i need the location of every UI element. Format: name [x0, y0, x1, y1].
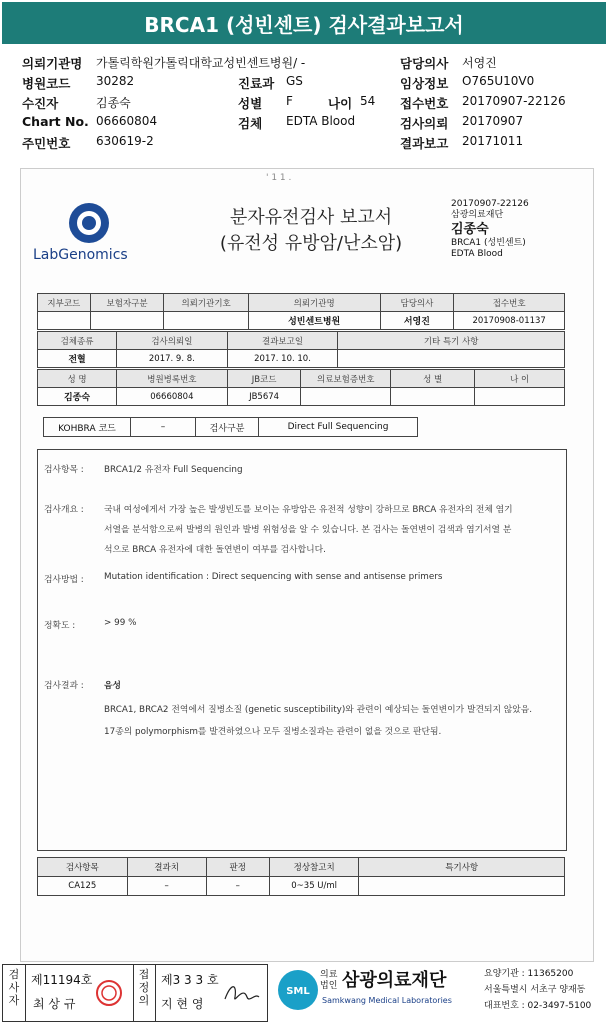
stamp-name: 김종숙 — [451, 222, 489, 237]
overview-label: 검사개요 : — [44, 505, 84, 515]
cell: – — [206, 877, 269, 896]
kohbra-table — [43, 417, 418, 437]
cell: 20170908-01137 — [454, 312, 565, 330]
pathologist-license: 제3 3 3 호 — [161, 973, 219, 987]
scan-marks: ' 1 1 . — [266, 173, 292, 183]
info-table-1 — [37, 293, 565, 330]
id-label: 주민번호 — [22, 136, 71, 151]
stamp-receipt: 20170907-22126 — [451, 199, 529, 209]
cell: 접수번호 — [454, 294, 565, 312]
doc-title — [186, 205, 436, 257]
result-line1: BRCA1, BRCA2 전역에서 질병소질 (genetic susceptibility)와 관련이 예상되는 돌연변이가 발견되지 않았음. — [104, 705, 533, 715]
doc-title-line2: (유전성 유방암/난소암) — [219, 233, 403, 254]
cell: 지부코드 — [38, 294, 91, 312]
age-value: 54 — [360, 94, 376, 108]
report-date-label: 결과보고 — [400, 136, 449, 151]
cell — [164, 312, 248, 330]
cell: 김종숙 — [38, 388, 117, 406]
method-value: Mutation identification : Direct sequencing with sense and antisense primers — [104, 572, 443, 582]
marker-table — [37, 857, 565, 896]
cell: 성 명 — [38, 370, 117, 388]
cell: 0~35 U/ml — [269, 877, 359, 896]
doc-title-line1: 분자유전검사 보고서 — [229, 207, 393, 228]
report-title: BRCA1 (성빈센트) 검사결과보고서 — [144, 12, 464, 37]
address: 서울특별시 서초구 양재동 — [484, 985, 586, 995]
cell — [359, 877, 565, 896]
age-label: 나이 — [328, 96, 353, 111]
cell: 보험자구분 — [90, 294, 164, 312]
kohbra-label: KOHBRA 코드 — [44, 418, 131, 437]
pathologist-vertical: 접정의 — [138, 968, 150, 1007]
stamp-org: 삼광의료재단 — [451, 210, 504, 220]
seal-icon — [95, 979, 123, 1007]
cell: 병원병록번호 — [117, 370, 228, 388]
legal-entity: 의료법인 — [320, 970, 338, 991]
request-value: 20170907 — [462, 114, 524, 128]
facility-code: 요양기관 : 11365200 — [484, 969, 574, 979]
overview-line1: 국내 여성에게서 가장 높은 발생빈도를 보이는 유방암은 유전적 성향이 강하므로 BRCA 유전자의 전체 염기 — [104, 505, 513, 515]
logo-text: LabGenomics — [33, 247, 128, 263]
recipient-value: 김종숙 — [96, 96, 131, 110]
sml-logo-icon — [276, 968, 320, 1012]
foundation-name: 삼광의료재단 — [342, 970, 447, 991]
accuracy-label: 정확도 : — [44, 621, 76, 631]
report-title-bar — [2, 2, 606, 44]
pathologist-name: 지 현 영 — [161, 997, 204, 1011]
method-label: 검사방법 : — [44, 575, 84, 585]
doctor-label: 담당의사 — [400, 56, 449, 71]
test-detail-box — [37, 449, 567, 851]
cell: 의뢰기관기호 — [164, 294, 248, 312]
cell: JB5674 — [227, 388, 301, 406]
result-label: 검사결과 : — [44, 681, 84, 691]
cell: 검사의뢰일 — [117, 332, 228, 350]
cell: 2017. 9. 8. — [117, 350, 228, 368]
footer — [0, 962, 608, 1026]
cell: 결과치 — [127, 858, 206, 877]
cell: 정상참고치 — [269, 858, 359, 877]
cell: 서영진 — [380, 312, 454, 330]
specimen-label: 검체 — [238, 116, 263, 131]
cell — [301, 388, 391, 406]
cell: 전혈 — [38, 350, 117, 368]
stamp-specimen: EDTA Blood — [451, 249, 503, 259]
receipt-value: 20170907-22126 — [462, 94, 566, 108]
info-table-2 — [37, 331, 565, 368]
org-label: 의뢰기관명 — [22, 56, 83, 71]
result-line2: 17종의 polymorphism를 발견하였으나 모두 질병소질과는 관련이 없을 것으로 판단됨. — [104, 727, 442, 737]
test-type-label: 검사구분 — [196, 418, 259, 437]
cell — [90, 312, 164, 330]
report-date-value: 20171011 — [462, 134, 524, 148]
result-value: 음성 — [104, 681, 121, 691]
cell: 성빈센트병원 — [248, 312, 380, 330]
cell: 의료보험증번호 — [301, 370, 391, 388]
cell: 검사항목 — [38, 858, 128, 877]
scanned-report — [20, 168, 594, 962]
info-table-3 — [37, 369, 565, 406]
cell — [38, 312, 91, 330]
signature-box — [2, 964, 268, 1022]
cell: 특기사항 — [359, 858, 565, 877]
foundation-en: Samkwang Medical Laboratories — [322, 996, 452, 1005]
chart-value: 06660804 — [96, 114, 158, 128]
logo-icon — [59, 199, 119, 247]
cell: 2017. 10. 10. — [227, 350, 338, 368]
hosp-code-value: 30282 — [96, 74, 135, 88]
examiner-vertical: 검사자 — [8, 968, 20, 1007]
hosp-code-label: 병원코드 — [22, 76, 71, 91]
cell: 판정 — [206, 858, 269, 877]
cell — [391, 388, 475, 406]
overview-line3: 석으로 BRCA 유전자에 대한 돌연변이 여부를 검사합니다. — [104, 545, 326, 555]
test-type-value: Direct Full Sequencing — [259, 418, 418, 437]
labgenomics-logo — [33, 199, 143, 269]
kohbra-value: – — [131, 418, 196, 437]
cell: 결과보고일 — [227, 332, 338, 350]
test-item-value: BRCA1/2 유전자 Full Sequencing — [104, 465, 243, 475]
stamp-test: BRCA1 (성빈센트) — [451, 238, 526, 248]
report-header — [0, 50, 608, 150]
overview-line2: 서열을 분석함으로써 발병의 원인과 발병 위험성을 알 수 있습니다. 본 검사는 돌연변이 검색과 염기서열 분 — [104, 525, 512, 535]
cell: 검체종류 — [38, 332, 117, 350]
sml-logo-text: SML — [286, 986, 310, 997]
cell: 성 별 — [391, 370, 475, 388]
examiner-license: 제11194호 — [31, 973, 93, 987]
receipt-label: 접수번호 — [400, 96, 449, 111]
cell: – — [127, 877, 206, 896]
dept-label: 진료과 — [238, 76, 275, 91]
cell: 06660804 — [117, 388, 228, 406]
chart-label: Chart No. — [22, 114, 89, 129]
phone: 대표번호 : 02-3497-5100 — [484, 1001, 592, 1011]
label-stamp — [451, 199, 581, 260]
cell — [475, 388, 565, 406]
cell: 담당의사 — [380, 294, 454, 312]
cell: 의뢰기관명 — [248, 294, 380, 312]
recipient-label: 수진자 — [22, 96, 59, 111]
signature-icon — [221, 979, 261, 1009]
dept-value: GS — [286, 74, 303, 88]
cell: CA125 — [38, 877, 128, 896]
id-value: 630619-2 — [96, 134, 154, 148]
sex-label: 성별 — [238, 96, 263, 111]
cell — [338, 350, 565, 368]
clinical-value: O765U10V0 — [462, 74, 535, 88]
clinical-label: 임상정보 — [400, 76, 449, 91]
org-value: 가톨릭학원가톨릭대학교성빈센트병원/ - — [96, 56, 306, 70]
cell: 기타 특기 사항 — [338, 332, 565, 350]
examiner-name: 최 상 규 — [33, 997, 76, 1011]
request-label: 검사의뢰 — [400, 116, 449, 131]
doctor-value: 서영진 — [462, 56, 497, 70]
test-item-label: 검사항목 : — [44, 465, 84, 475]
sex-value: F — [286, 94, 293, 108]
cell: JB코드 — [227, 370, 301, 388]
specimen-value: EDTA Blood — [286, 114, 356, 128]
cell: 나 이 — [475, 370, 565, 388]
accuracy-value: > 99 % — [104, 618, 137, 628]
